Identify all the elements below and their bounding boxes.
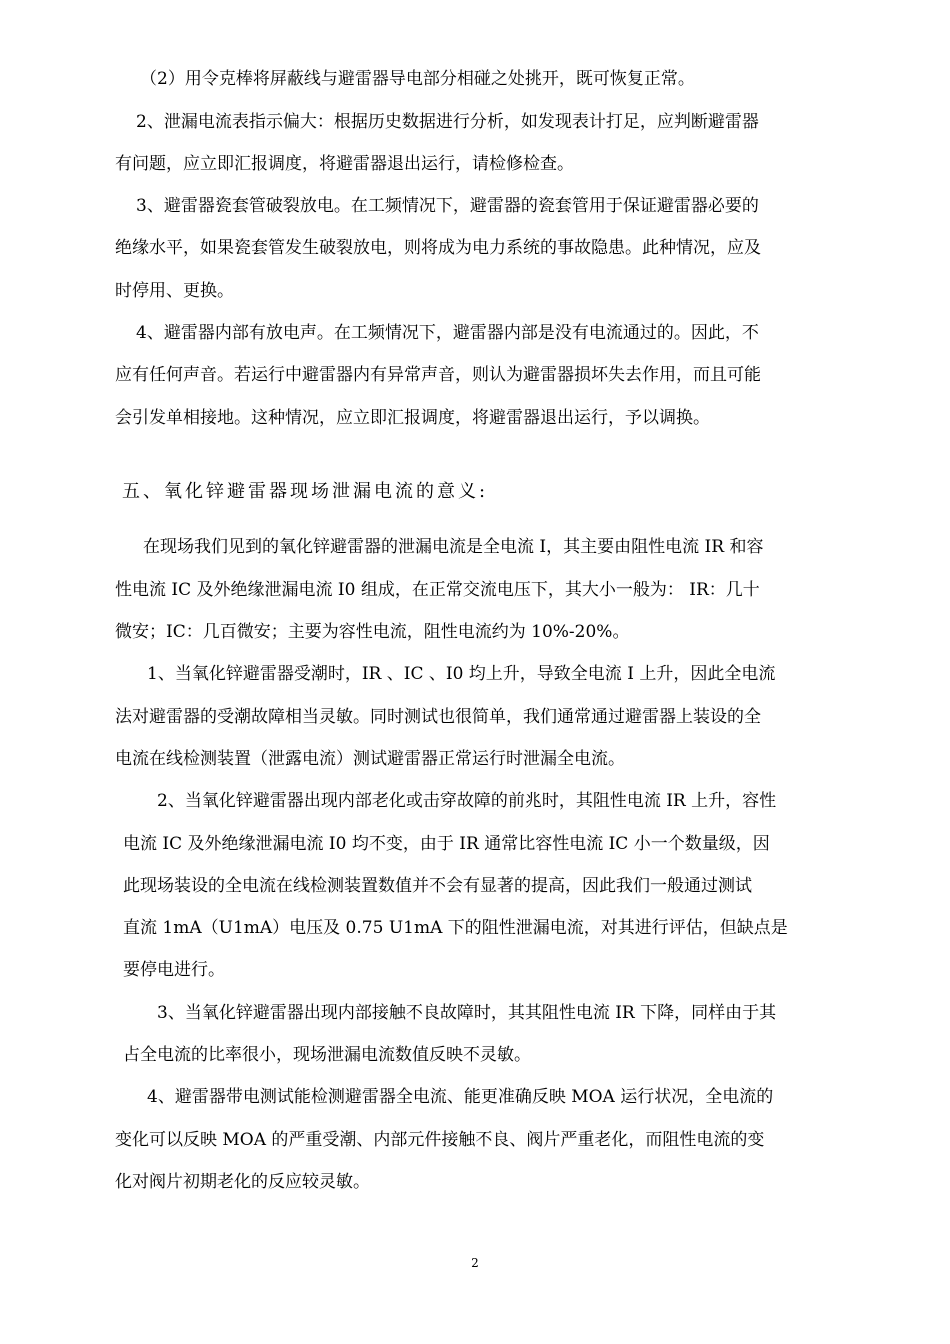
text-line: 化对阀片初期老化的反应较灵敏。	[115, 1172, 370, 1192]
text-line: 要停电进行。	[123, 960, 225, 980]
text-line: 电流 IC 及外绝缘泄漏电流 I0 均不变，由于 IR 通常比容性电流 IC 小一个数量级，因	[123, 834, 770, 854]
text-line: 变化可以反映 MOA 的严重受潮、内部元件接触不良、阀片严重老化，而阻性电流的变	[115, 1130, 765, 1150]
text-line: 微安；IC：几百微安；主要为容性电流，阻性电流约为 10%-20%。	[115, 622, 630, 642]
text-line: 法对避雷器的受潮故障相当灵敏。同时测试也很简单，我们通常通过避雷器上装设的全	[115, 707, 761, 727]
text-line: 此现场装设的全电流在线检测装置数值并不会有显著的提高，因此我们一般通过测试	[123, 876, 752, 896]
text-line: 电流在线检测装置（泄露电流）测试避雷器正常运行时泄漏全电流。	[115, 749, 625, 769]
text-line: 1、当氧化锌避雷器受潮时，IR 、IC 、I0 均上升，导致全电流 I 上升，因此全电流	[147, 664, 776, 684]
text-line: 有问题，应立即汇报调度，将避雷器退出运行，请检修检查。	[115, 154, 574, 174]
text-line: 应有任何声音。若运行中避雷器内有异常声音，则认为避雷器损坏失去作用，而且可能	[115, 365, 761, 385]
text-line: 2、泄漏电流表指示偏大：根据历史数据进行分析，如发现表计打足，应判断避雷器	[136, 112, 759, 132]
text-line: 会引发单相接地。这种情况，应立即汇报调度，将避雷器退出运行，予以调换。	[115, 408, 710, 428]
text-line: 直流 1mA（U1mA）电压及 0.75 U1mA 下的阻性泄漏电流，对其进行评估，但缺点是	[123, 918, 788, 938]
text-line: 4、避雷器内部有放电声。在工频情况下，避雷器内部是没有电流通过的。因此，不	[136, 323, 759, 343]
text-line: 绝缘水平，如果瓷套管发生破裂放电，则将成为电力系统的事故隐患。此种情况，应及	[115, 238, 761, 258]
text-line: 4、避雷器带电测试能检测避雷器全电流、能更准确反映 MOA 运行状况，全电流的	[147, 1087, 774, 1107]
section-heading: 五、氧化锌避雷器现场泄漏电流的意义:	[122, 481, 489, 502]
text-line: 3、当氧化锌避雷器出现内部接触不良故障时，其其阻性电流 IR 下降，同样由于其	[157, 1003, 777, 1023]
text-line: 3、避雷器瓷套管破裂放电。在工频情况下，避雷器的瓷套管用于保证避雷器必要的	[136, 196, 759, 216]
text-line: 占全电流的比率很小，现场泄漏电流数值反映不灵敏。	[123, 1045, 531, 1065]
text-line: （2）用令克棒将屏蔽线与避雷器导电部分相碰之处挑开，既可恢复正常。	[140, 69, 695, 89]
text-line: 在现场我们见到的氧化锌避雷器的泄漏电流是全电流 I，其主要由阻性电流 IR 和容	[143, 537, 764, 557]
page-number: 2	[471, 1256, 479, 1270]
text-line: 2、当氧化锌避雷器出现内部老化或击穿故障的前兆时，其阻性电流 IR 上升，容性	[157, 791, 777, 811]
text-line: 时停用、更换。	[115, 281, 234, 301]
text-line: 性电流 IC 及外绝缘泄漏电流 I0 组成，在正常交流电压下，其大小一般为： IR：几十	[115, 580, 760, 600]
